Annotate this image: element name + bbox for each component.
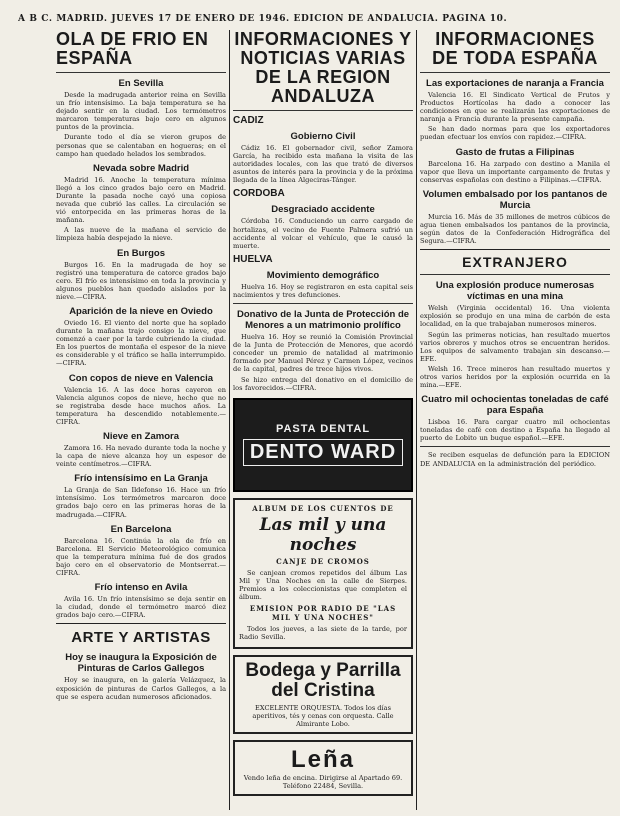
section-heading: Frío intenso en Avila [94, 582, 188, 594]
ad-body: Vendo leña de encina. Dirigirse al Apartado 69. Teléfono 22484, Sevilla. [243, 774, 403, 791]
section-heading: Frío intensísimo en La Granja [74, 473, 208, 485]
article-mina-update [420, 365, 610, 389]
article-barcelona [56, 524, 226, 577]
article-cafe [420, 394, 610, 442]
divider [420, 446, 610, 447]
section-heading: Desgraciado accidente [271, 204, 375, 216]
paragraph: Cádiz 16. El gobernador civil, señor Zamora García, ha recibido esta mañana la visita de las autoridades locales, con las que trató de diversos asuntos de interés para la provincia y de la próxima llegada de la línea Algeciras-Tánger. [233, 144, 413, 185]
section-heading: Las exportaciones de naranja a Francia [426, 78, 604, 89]
ad-body: EXCELENTE ORQUESTA. Todos los días aperitivos, tés y cenas con orquesta. Calle Almirante Lobo. [252, 704, 394, 729]
paragraph: Barcelona 16. Ha zarpado con destino a Manila el vapor que lleva un importante cargamento de frutas y conservas españolas con destino a Filipinas.—CIFRA. [420, 159, 610, 184]
paragraph: Huelva 16. Hoy se registraron en esta capital seis nacimientos y tres defunciones. [233, 282, 413, 299]
article-valencia [56, 373, 226, 426]
paragraph: Valencia 16. El Sindicato Vertical de Frutos y Productos Hortícolas ha dado a conocer las condiciones en que se realizarán las exportaciones de naranja a Francia durante la presente campaña. [420, 91, 610, 124]
ad-lena [233, 740, 413, 796]
article-madrid [56, 163, 226, 243]
extranjero-title: EXTRANJERO [462, 254, 568, 271]
ad-foot-head: EMISION POR RADIO DE "LAS MIL Y UNA NOCHES" [249, 604, 397, 623]
article-cordoba [233, 188, 413, 249]
article-huelva [233, 254, 413, 299]
article-sevilla [56, 78, 226, 158]
paragraph: A las nueve de la mañana el servicio de limpieza había despejado la nieve. [56, 226, 226, 243]
column-andalucia [233, 30, 413, 810]
article-la-granja [56, 473, 226, 518]
ad-sub: CANJE DE CROMOS [276, 556, 370, 566]
city-heading: CORDOBA [233, 188, 285, 200]
paragraph: Welsh (Virginia occidental) 16. Una violenta explosión se produjo en una mina de carbón de esta localidad, en la que trabajaban numerosos mineros. [420, 304, 610, 329]
ad-top: ALBUM DE LOS CUENTOS DE [252, 503, 394, 513]
paragraph: Hoy se inaugura, en la galería Velázquez, la exposición de pinturas de Carlos Gallegos, a la que se espera acudan numerosos aficionados. [56, 676, 226, 701]
paragraph: Se hizo entrega del donativo en el domicilio de los favorecidos.—CIFRA. [233, 375, 413, 392]
paragraph: Se canjean cromos repetidos del álbum Las Mil y Una Noches en la calle de Sierpes. Premios a los coleccionistas que completen el álbum. [239, 568, 407, 601]
arte-heading: Hoy se inaugura la Exposición de Pinturas de Carlos Gallegos [65, 652, 217, 675]
article-avila [56, 582, 226, 619]
paragraph: Desde la madrugada anterior reina en Sevilla un frío intensísimo. La baja temperatura se ha dejado sentir en la ciudad. Los termómetros marcaron temperaturas bajo cero en algunos puntos de la provincia. [56, 91, 226, 132]
article-mina [420, 280, 610, 363]
column-espana [420, 30, 610, 810]
section-heading: Nieve en Zamora [102, 431, 180, 442]
section-heading: En Sevilla [118, 78, 164, 89]
ad-mil-y-una-noches [233, 498, 413, 650]
paragraph: Huelva 16. Hoy se reunió la Comisión Provincial de la Junta de Protección de Menores, que acordó conceder un premio de natalidad al matrimonio formado por Manuel Pérez y Carmen López, vecinos de la capital, padres de trece hijos vivos. [233, 333, 413, 374]
divider [233, 110, 413, 111]
paragraph: Welsh 16. Trece mineros han resultado muertos y otros varios heridos por la explosión ocurrida en la mina.—EFE. [420, 364, 610, 390]
andalucia-title: INFORMACIONES Y NOTICIAS VARIAS DE LA REGION ANDALUZA [234, 30, 412, 106]
espana-title: INFORMACIONES DE TODA ESPAÑA [432, 30, 598, 68]
paragraph: Oviedo 16. El viento del norte que ha soplado durante la mañana trajo consigo la nieve, que comenzó a caer por la tarde cubriendo la ciudad. En los puertos de montaña el espesor de la nieve es considerable y el tráfico se halla interrumpido.—CIFRA. [56, 318, 226, 368]
article-oviedo [56, 306, 226, 368]
paragraph: Burgos 16. En la madrugada de hoy se registró una temperatura de catorce grados bajo cero. El frío es intensísimo en toda la provincia y algunos pueblos han quedado aislados por la nieve.—CIFRA. [56, 260, 226, 301]
section-heading: Volumen embalsado por los pantanos de Murcia [422, 188, 608, 211]
article-pantanos [420, 189, 610, 245]
divider [420, 249, 610, 250]
closing-note: Se reciben esquelas de defunción para la EDICION DE ANDALUCIA en la administración del periódico. [420, 451, 610, 468]
paragraph: La Granja de San Ildefonso 16. Hace un frío intensísimo. Los termómetros marcaron doce grados bajo cero en las primeras horas de la madrugada.—CIFRA. [56, 486, 226, 519]
paragraph: Según las primeras noticias, han resultado muertos varios obreros y muchos otros se encuentran heridos. Los equipos de salvamento trabajan sin descanso.—EFE. [420, 330, 610, 363]
column-cold-wave [56, 30, 226, 810]
divider [420, 72, 610, 73]
page-header: A B C. MADRID. JUEVES 17 DE ENERO DE 1946. EDICION DE ANDALUCIA. PAGINA 10. [18, 14, 508, 24]
ad-title: Leña [290, 746, 355, 774]
section-heading: En Burgos [116, 247, 166, 259]
arte-title: ARTE Y ARTISTAS [71, 629, 211, 647]
paragraph: Murcia 16. Más de 35 millones de metros cúbicos de agua tienen embalsados los pantanos de la provincia, según datos de la Confederación Hidrográfica del Segura.—CIFRA. [420, 212, 610, 246]
divider [56, 623, 226, 624]
city-heading: CADIZ [233, 115, 264, 126]
paragraph: Barcelona 16. Continúa la ola de frío en Barcelona. El Servicio Meteorológico comunica que la temperatura mínima fué de dos grados bajo cero en el observatorio de Montserrat.—CIFRA. [56, 536, 226, 578]
column-divider-2 [416, 30, 417, 810]
ad-dento-ward [233, 398, 413, 492]
article-burgos [56, 248, 226, 301]
section-heading: Nevada sobre Madrid [92, 162, 190, 174]
paragraph: Se han dado normas para que los exportadores puedan efectuar los envíos con rapidez.—CIFRA. [420, 125, 610, 142]
ad-title: Las mil y una noches [259, 514, 387, 555]
section-heading: Cuatro mil ochocientas toneladas de café para España [421, 394, 609, 417]
cold-wave-title: OLA DE FRIO EN ESPAÑA [56, 30, 209, 68]
section-heading: Gasto de frutas a Filipinas [455, 146, 575, 158]
section-heading: Gobierno Civil [290, 131, 356, 142]
divider [233, 303, 413, 304]
paragraph: Zamora 16. Ha nevado durante toda la noche y la capa de nieve alcanza hoy un espesor de veinte centímetros.—CIFRA. [56, 444, 226, 469]
paragraph: Durante todo el día se vieron grupos de personas que se calentaban en hogueras; en el campo han quedado helados los sembrados. [56, 133, 226, 158]
city-heading: HUELVA [233, 253, 273, 265]
ad-line: PASTA DENTAL [275, 423, 371, 436]
ad-bodega [233, 655, 413, 734]
ad-brand: DENTO WARD [243, 439, 403, 466]
divider [56, 72, 226, 73]
article-cadiz [233, 115, 413, 184]
article-donativo [233, 309, 413, 392]
paragraph: Madrid 16. Anoche la temperatura mínima llegó a los cinco grados bajo cero en Madrid. Durante la pasada noche cayó una copiosa nevada que cubrió las calles. La circulación se vió entorpecida en las primeras horas de la mañana. [56, 175, 226, 225]
column-divider-1 [229, 30, 230, 810]
divider [420, 274, 610, 275]
article-filipinas [420, 147, 610, 184]
paragraph: Avila 16. Un frío intensísimo se deja sentir en la ciudad, donde el termómetro marcó diez grados bajo cero.—CIFRA. [56, 595, 226, 620]
section-heading: Movimiento demográfico [266, 269, 380, 281]
article-naranja [420, 78, 610, 142]
section-heading: Una explosión produce numerosas víctimas en una mina [435, 280, 595, 303]
paragraph: Córdoba 16. Conduciendo un carro cargado de hortalizas, el vecino de Fuente Palmera sufrió un accidente al volcar el vehículo, que le causó la muerte. [233, 217, 413, 250]
paragraph: Todos los jueves, a las siete de la tarde, por Radio Sevilla. [239, 625, 407, 642]
section-heading: Aparición de la nieve en Oviedo [69, 305, 213, 317]
section-heading: Con copos de nieve en Valencia [68, 372, 214, 384]
article-zamora [56, 431, 226, 468]
section-heading: Donativo de la Junta de Protección de Menores a un matrimonio prolífico [236, 309, 410, 332]
paragraph: Valencia 16. A las doce horas cayeron en Valencia algunos copos de nieve, hecho que no se registraba desde hace muchos años. La temperatura ha descendido notablemente.—CIFRA. [56, 385, 226, 426]
ad-title: Bodega y Parrilla del Cristina [245, 660, 401, 702]
section-heading: En Barcelona [110, 523, 172, 535]
paragraph: Lisboa 16. Para cargar cuatro mil ochocientas toneladas de café con destino a España ha llegado al puerto de Lobito un buque español.—EFE. [420, 418, 610, 443]
